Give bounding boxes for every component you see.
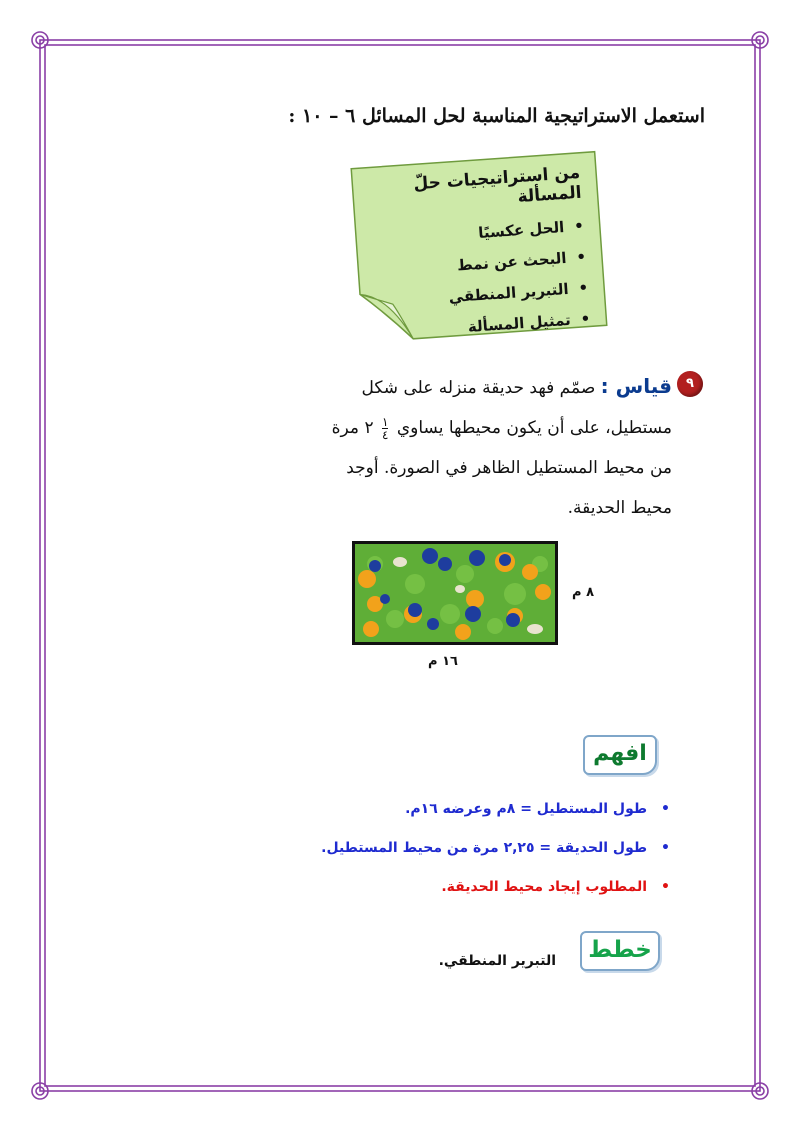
fact-item: • طول المستطيل = ٨م وعرضه ١٦م. bbox=[250, 790, 670, 829]
strategy-item: • تمثيل المسألة bbox=[365, 303, 592, 350]
problem-line-3: من محيط المستطيل الظاهر في الصورة. أوجد bbox=[346, 458, 672, 478]
understand-facts bbox=[250, 790, 670, 907]
garden-flowers-icon bbox=[355, 544, 555, 642]
fact-item: • المطلوب إيجاد محيط الحديقة. bbox=[250, 868, 670, 907]
problem-line-4: محيط الحديقة. bbox=[567, 498, 672, 518]
strategy-item: • التبرير المنطقي bbox=[363, 273, 590, 320]
strategies-note bbox=[349, 150, 609, 345]
garden-image bbox=[352, 541, 558, 645]
note-title: من استراتيجيات حلّ المسألة bbox=[412, 162, 583, 208]
understand-tag: افهم bbox=[583, 735, 657, 775]
fraction: $\frac{١}{٤}$ bbox=[381, 415, 389, 442]
problem-line-1: قياس : صمّم فهد حديقة منزله على شكل bbox=[361, 374, 672, 398]
strategy-item: • الحل عكسيًا bbox=[358, 211, 585, 258]
problem-keyword: قياس : bbox=[600, 374, 672, 398]
strategy-item: • البحث عن نمط bbox=[360, 242, 587, 289]
height-label: ٨ م bbox=[572, 585, 594, 600]
problem-line-2: مستطيل، على أن يكون محيطها يساوي $\frac{١}{٤}$ ٢ مرة bbox=[331, 415, 672, 442]
fact-item: • طول الحديقة = ٢,٢٥ مرة من محيط المستطيل. bbox=[250, 829, 670, 868]
section-heading: استعمل الاستراتيجية المناسبة لحل المسائل ٦ – ١٠ : bbox=[288, 105, 705, 127]
problem-text bbox=[272, 366, 672, 528]
width-label: ١٦ م bbox=[428, 654, 458, 669]
plan-text: التبرير المنطقي. bbox=[438, 953, 556, 969]
problem-number-badge: ٩ bbox=[677, 371, 703, 397]
plan-tag: خطط bbox=[580, 931, 660, 971]
